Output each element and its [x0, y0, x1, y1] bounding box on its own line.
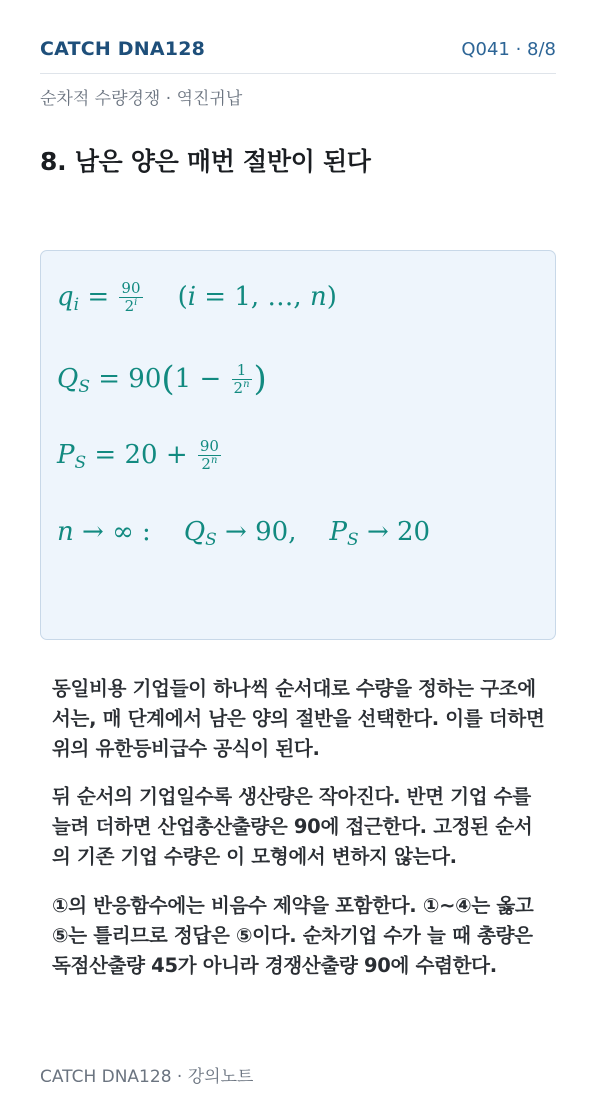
breadcrumb: 순차적 수량경쟁 · 역진귀납: [40, 89, 243, 109]
formula-price: $P_S = 20$ + $\frac{90}{2^n}$: [57, 437, 219, 473]
explanation-paragraph-1: 동일비용 기업들이 하나씩 순서대로 수량을 정하는 구조에서는, 매 단계에서 남은 양의 절반을 선택한다. 이를 더하면 위의 유한등비급수 공식이 된다.: [52, 677, 545, 760]
formula-quantity: $q_i$ = $\frac{90}{2^i}$ (i = 1, …, n): [57, 279, 337, 315]
formula-limit: n → ∞ : $Q_S \to 90$, $P_S \to 20$: [57, 517, 431, 550]
page-title: 8. 남은 양은 매번 절반이 된다: [40, 147, 371, 176]
formula-box: [40, 250, 556, 640]
formula-total-quantity: $Q_S = 90(1$ − $\frac{1}{2^n}$ ): [57, 359, 267, 399]
footer-note: CATCH DNA128 · 강의노트: [40, 1067, 254, 1087]
explanation-paragraph-2: 뒤 순서의 기업일수록 생산량은 작아진다. 반면 기업 수를 늘려 더하면 산업총산출량은 90에 접근한다. 고정된 순서의 기존 기업 수량은 이 모형에서 변하지 않는다.: [52, 785, 533, 868]
explanation-paragraph-3: ①의 반응함수에는 비음수 제약을 포함한다. ①~④는 옳고 ⑤는 틀리므로 정답은 ⑤이다. 순차기업 수가 늘 때 총량은 독점산출량 45가 아니라 경쟁산출량 90에 수렴한다.: [52, 894, 534, 977]
page-indicator: Q041 · 8/8: [461, 39, 556, 60]
brand-logo-text: CATCH DNA128: [40, 38, 206, 60]
header: [40, 38, 556, 74]
